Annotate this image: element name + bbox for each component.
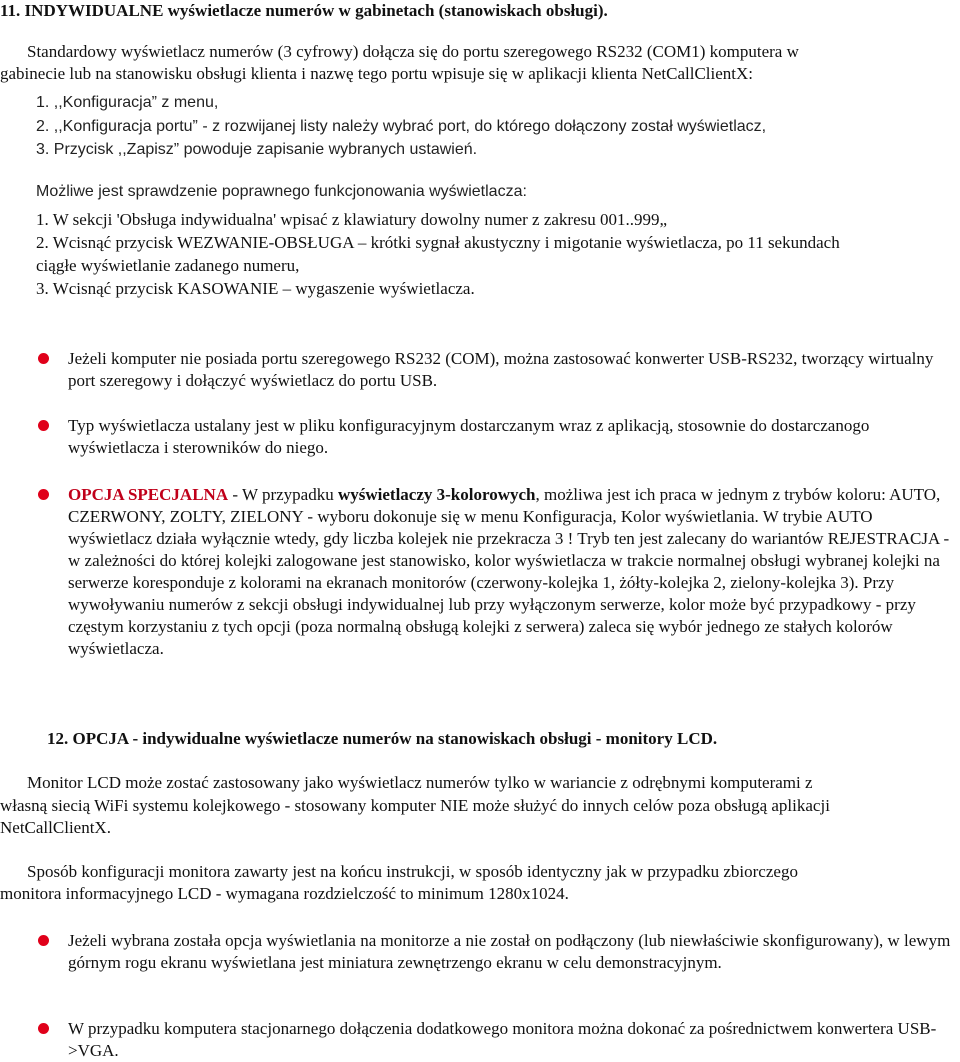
s12-p1-line-3: NetCallClientX. <box>0 818 111 837</box>
bullet-text-special <box>68 484 954 660</box>
intro-line-1: Standardowy wyświetlacz numerów (3 cyfrowy) dołącza się do portu szeregowego RS232 (COM1) komputera w <box>27 42 799 61</box>
check-step-1: 1. W sekcji 'Obsługa indywidualna' wpisać z klawiatury dowolny numer z zakresu 001..999„ <box>36 210 668 229</box>
section-12-heading: 12. OPCJA - indywidualne wyświetlacze numerów na stanowiskach obsługi - monitory LCD. <box>47 729 718 748</box>
bullet-text-type: Typ wyświetlacza ustalany jest w pliku konfiguracyjnym dostarczanym wraz z aplikacją, stosownie do dostarczanogo wyświetlacza i sterowników do niego. <box>68 416 870 457</box>
bullet-dot-icon <box>38 489 49 500</box>
s12-p1-line-2: własną siecią WiFi systemu kolejkowego - stosowany komputer NIE może służyć do innych celów poza obsługą aplikacji <box>0 796 830 815</box>
bullet-dot-icon <box>38 935 49 946</box>
bullet-dot-icon <box>38 353 49 364</box>
check-step-2-cont: ciągłe wyświetlanie zadanego numeru, <box>36 256 300 275</box>
s12-p1-line-1: Monitor LCD może zostać zastosowany jako wyświetlacz numerów tylko w wariancie z odrębnymi komputerami z <box>27 773 813 792</box>
step-2: 2. ,,Konfiguracja portu” - z rozwijanej listy należy wybrać port, do którego dołączony został wyświetlacz, <box>36 118 767 135</box>
check-heading: Możliwe jest sprawdzenie poprawnego funkcjonowania wyświetlacza: <box>36 183 527 200</box>
special-text-part-1: - W przypadku <box>228 485 338 504</box>
s12-p2-line-2: monitora informacyjnego LCD - wymagana rozdzielczość to minimum 1280x1024. <box>0 884 569 903</box>
check-step-3: 3. Wcisnąć przycisk KASOWANIE – wygaszenie wyświetlacza. <box>36 279 475 298</box>
section-11-heading: 11. INDYWIDUALNE wyświetlacze numerów w gabinetach (stanowiskach obsługi). <box>0 1 608 20</box>
bullet-text-vga: W przypadku komputera stacjonarnego dołączenia dodatkowego monitora można dokonać za pośrednictwem konwertera USB->VGA. <box>68 1019 937 1060</box>
special-text-part-2: , możliwa jest ich praca w jednym z trybów koloru: AUTO, CZERWONY, ZOLTY, ZIELONY - wyboru dokonuje się w menu Konfiguracja, Kolor wyświetlania. W trybie AUTO wyświetlacz działa wyłącznie wtedy, gdy liczba kolejek nie przekracza 3 ! Tryb ten jest zalecany do wariantów REJESTRACJA - w zależności do której kolejki zalogowane jest stanowisko, kolor wyświetlacza w trakcie normalnej obsługi wybranej kolejki na serwerze koresponduje z kolorami na ekranach monitorów (czerwony-kolejka 1, żółty-kolejka 2, zielony-kolejka 3). Przy wywoływaniu numerów z sekcji obsługi indywidualnej lub przy wyłączonym serwerze, kolor może być przypadkowy - przy częstym korzystaniu z tych opcji (poza normalną obsługą kolejki z serwera) zaleca się wybór jednego ze stałych kolorów wyświetlacza. <box>68 485 950 658</box>
bullet-dot-icon <box>38 420 49 431</box>
step-1: 1. ,,Konfiguracja” z menu, <box>36 94 219 111</box>
special-option-label: OPCJA SPECJALNA <box>68 485 229 504</box>
check-step-2: 2. Wcisnąć przycisk WEZWANIE-OBSŁUGA – krótki sygnał akustyczny i migotanie wyświetlacza, po 11 sekundach <box>36 233 840 252</box>
bullet-dot-icon <box>38 1023 49 1034</box>
bullet-text-usb: Jeżeli komputer nie posiada portu szeregowego RS232 (COM), można zastosować konwerter USB-RS232, tworzący wirtualny port szeregowy i dołączyć wyświetlacz do portu USB. <box>68 349 934 390</box>
bullet-text-monitor: Jeżeli wybrana została opcja wyświetlania na monitorze a nie został on podłączony (lub niewłaściwie skonfigurowany), w lewym górnym rogu ekranu wyświetlana jest miniatura zewnętrzengo ekranu w celu demonstracyjnym. <box>68 931 951 972</box>
intro-line-2: gabinecie lub na stanowisku obsługi klienta i nazwę tego portu wpisuje się w aplikacji klienta NetCallClientX: <box>0 64 754 83</box>
s12-p2-line-1: Sposób konfiguracji monitora zawarty jest na końcu instrukcji, w sposób identyczny jak w przypadku zbiorczego <box>27 862 798 881</box>
special-option-bold: wyświetlaczy 3-kolorowych <box>337 485 536 504</box>
step-3: 3. Przycisk ,,Zapisz” powoduje zapisanie wybranych ustawień. <box>36 141 478 158</box>
